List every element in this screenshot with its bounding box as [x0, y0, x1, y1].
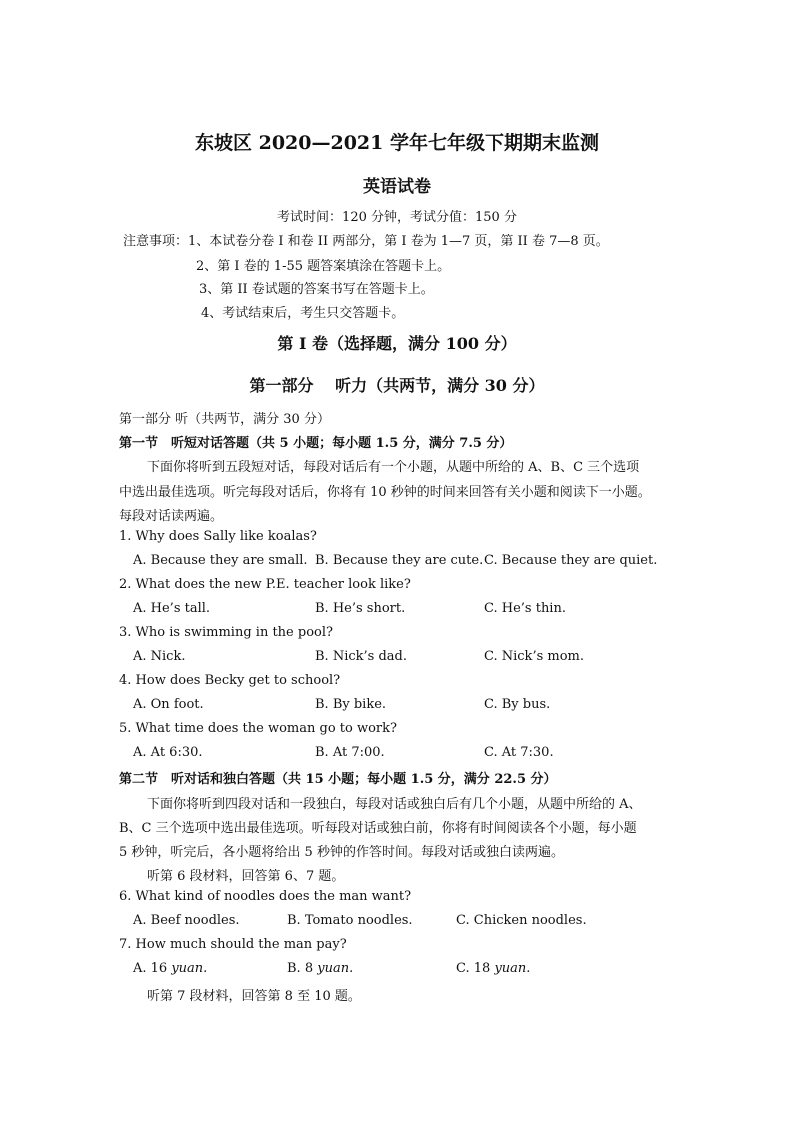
section1-instruction: 下面你将听到五段短对话，每段对话后有一个小题，从题中所给的 A、B、C 三个选项 [147, 460, 640, 475]
part-title: 第一部分 听力（共两节，满分 30 分） [249, 376, 545, 395]
q7-option-c: C. 18 yuan. [456, 961, 531, 976]
note-line-3: 3、第 II 卷试题的答案书写在答题卡上。 [199, 282, 434, 297]
question-7: 7. How much should the man pay? [119, 937, 347, 952]
q7-option-a: A. 16 yuan. [133, 961, 208, 976]
q1-option-a: A. Because they are small. [133, 553, 308, 568]
volume-title: 第 I 卷（选择题，满分 100 分） [277, 334, 517, 353]
q1-option-b: B. Because they are cute. [315, 553, 484, 568]
q2-option-b: B. He’s short. [315, 601, 406, 616]
q6-option-a: A. Beef noodles. [133, 913, 240, 928]
note-line-2: 2、第 I 卷的 1-55 题答案填涂在答题卡上。 [196, 259, 451, 274]
question-1: 1. Why does Sally like koalas? [119, 529, 317, 544]
q3-option-a: A. Nick. [133, 649, 186, 664]
question-4: 4. How does Becky get to school? [119, 673, 341, 688]
q6-option-b: B. Tomato noodles. [287, 913, 413, 928]
question-2: 2. What does the new P.E. teacher look like? [119, 577, 411, 592]
note-line-1: 注意事项：1、本试卷分卷 I 和卷 II 两部分，第 I 卷为 1—7 页，第 II 卷 7—8 页。 [123, 234, 609, 249]
q5-option-c: C. At 7:30. [484, 745, 554, 760]
section2-instruction: 下面你将听到四段对话和一段独白，每段对话或独白后有几个小题，从题中所给的 A、 [147, 797, 642, 812]
q2-option-a: A. He’s tall. [133, 601, 211, 616]
q1-option-c: C. Because they are quiet. [484, 553, 658, 568]
exam-info: 考试时间：120 分钟，考试分值：150 分 [277, 210, 517, 225]
part-intro: 第一部分 听（共两节，满分 30 分） [119, 412, 330, 427]
section2-heading: 第二节 听对话和独白答题（共 15 小题；每小题 1.5 分，满分 22.5 分） [119, 772, 557, 787]
q4-option-a: A. On foot. [133, 697, 204, 712]
note-line-4: 4、考试结束后，考生只交答题卡。 [201, 306, 405, 321]
q5-option-a: A. At 6:30. [133, 745, 203, 760]
question-5: 5. What time does the woman go to work? [119, 721, 397, 736]
q2-option-c: C. He’s thin. [484, 601, 566, 616]
q3-option-c: C. Nick’s mom. [484, 649, 584, 664]
material-6-prompt: 听第 6 段材料，回答第 6、7 题。 [147, 869, 345, 884]
exam-title: 东坡区 2020—2021 学年七年级下期期末监测 [195, 132, 599, 154]
section2-instruction: 5 秒钟，听完后，各小题将给出 5 秒钟的作答时间。每段对话或独白读两遍。 [119, 845, 564, 860]
q3-option-b: B. Nick’s dad. [315, 649, 407, 664]
section1-heading: 第一节 听短对话答题（共 5 小题；每小题 1.5 分，满分 7.5 分） [119, 436, 513, 451]
section1-instruction: 中选出最佳选项。听完每段对话后，你将有 10 秒钟的时间来回答有关小题和阅读下一小题。 [119, 485, 651, 500]
q5-option-b: B. At 7:00. [315, 745, 385, 760]
exam-subtitle: 英语试卷 [363, 177, 431, 197]
q7-option-b: B. 8 yuan. [287, 961, 354, 976]
section2-instruction: B、C 三个选项中选出最佳选项。听每段对话或独白前，你将有时间阅读各个小题，每小题 [119, 821, 637, 836]
question-6: 6. What kind of noodles does the man want? [119, 889, 412, 904]
section1-instruction: 每段对话读两遍。 [119, 509, 224, 524]
material-7-prompt: 听第 7 段材料，回答第 8 至 10 题。 [147, 989, 361, 1004]
q4-option-b: B. By bike. [315, 697, 387, 712]
q6-option-c: C. Chicken noodles. [456, 913, 587, 928]
question-3: 3. Who is swimming in the pool? [119, 625, 333, 640]
q4-option-c: C. By bus. [484, 697, 551, 712]
